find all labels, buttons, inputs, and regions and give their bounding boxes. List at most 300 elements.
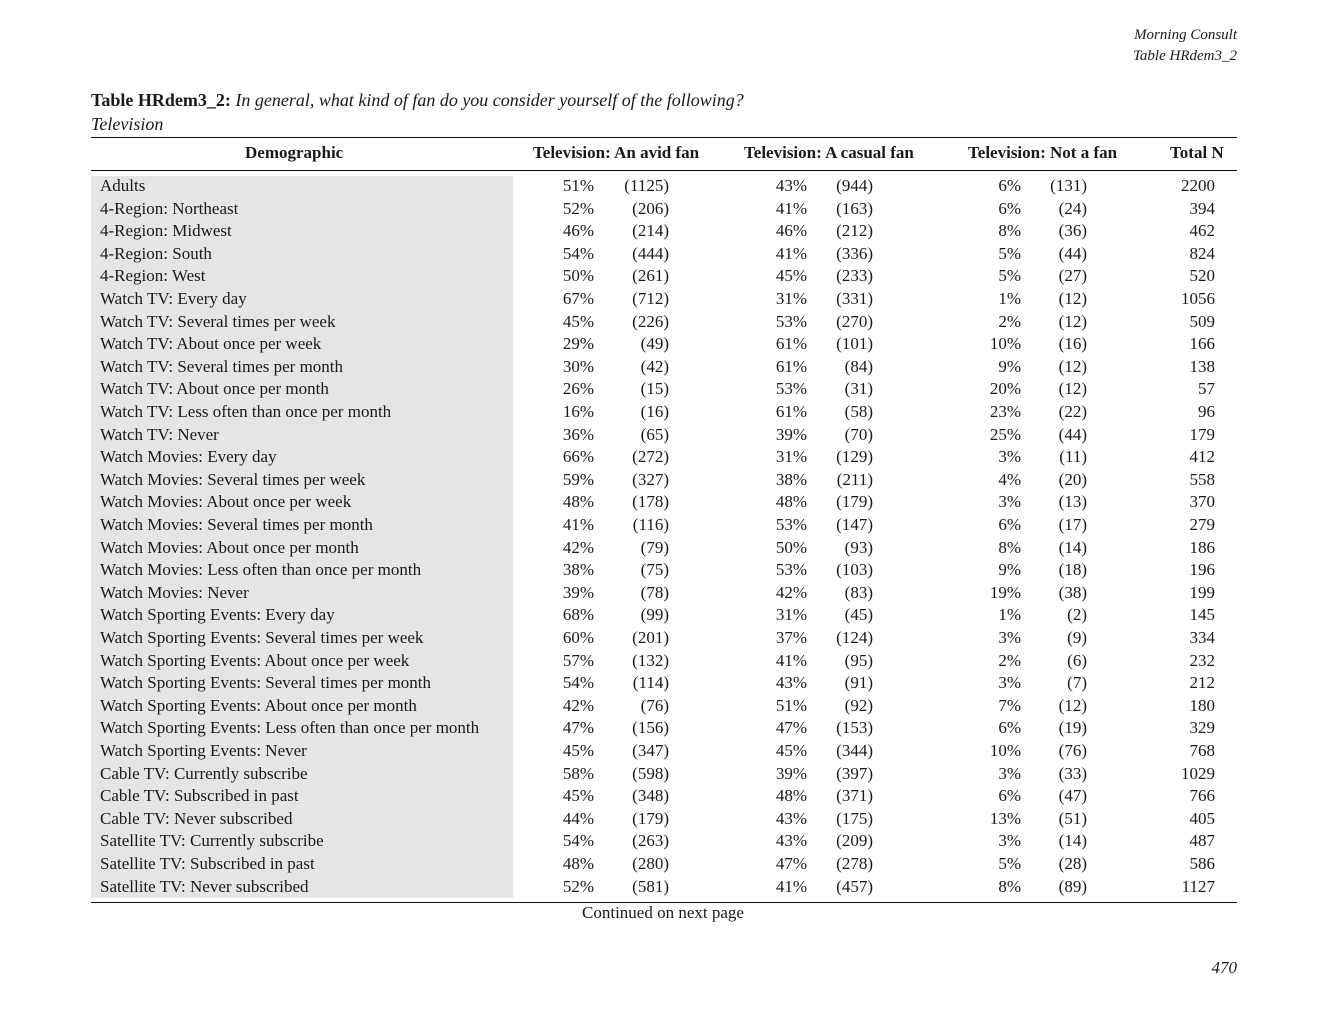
cell-casual-n: (124): [836, 628, 873, 647]
cell-avid-n: (99): [640, 605, 669, 625]
running-header: [1133, 25, 1237, 67]
cell-avid-pct: 46%: [562, 221, 594, 241]
cell-avid-pct: 66%: [562, 447, 594, 467]
cell-casual-pct: 31%: [775, 605, 807, 625]
cell-casual-n: (103): [836, 560, 873, 580]
cell-casual-pct: 53%: [775, 379, 807, 399]
cell-avid-pct: 41%: [562, 515, 594, 534]
cell-demographic: Watch Sporting Events: Less often than once per month: [100, 718, 480, 738]
continued-note: Continued on next page: [582, 903, 744, 922]
cell-casual-pct: 47%: [775, 718, 807, 738]
table-row: [91, 446, 1237, 469]
cell-notfan-pct: 3%: [998, 447, 1021, 467]
table-row: [91, 378, 1237, 401]
cell-casual-n: (944): [836, 176, 873, 195]
cell-casual-n: (70): [844, 424, 873, 444]
cell-notfan-n: (24): [1058, 198, 1087, 218]
cell-avid-pct: 45%: [562, 741, 594, 760]
cell-notfan-n: (14): [1058, 537, 1087, 557]
col-header-not-fan: Television: Not a fan: [968, 143, 1118, 162]
cell-demographic: 4-Region: Midwest: [100, 221, 232, 241]
cell-demographic: Watch TV: About once per week: [100, 334, 322, 354]
cell-casual-pct: 41%: [775, 650, 807, 670]
cell-casual-n: (45): [844, 605, 873, 625]
cell-avid-n: (116): [632, 515, 669, 534]
table-row: [91, 537, 1237, 560]
cell-total-n: 186: [1189, 537, 1215, 557]
table-row: [91, 175, 1237, 198]
cell-notfan-pct: 6%: [998, 176, 1021, 195]
cell-notfan-n: (47): [1058, 786, 1087, 806]
cell-casual-n: (175): [836, 808, 873, 828]
cell-notfan-pct: 5%: [998, 243, 1021, 263]
cell-notfan-n: (38): [1058, 582, 1087, 602]
cell-demographic: Watch Sporting Events: Every day: [100, 605, 335, 625]
cell-notfan-n: (9): [1067, 628, 1087, 647]
cell-avid-n: (280): [632, 854, 669, 873]
cell-casual-n: (83): [844, 582, 873, 602]
cell-casual-pct: 39%: [775, 763, 807, 783]
cell-avid-n: (65): [640, 424, 669, 444]
cell-avid-pct: 48%: [562, 492, 594, 512]
cell-casual-n: (457): [836, 876, 873, 896]
cell-notfan-pct: 8%: [998, 876, 1021, 896]
cell-casual-n: (371): [836, 786, 873, 806]
table-row: [91, 650, 1237, 673]
cell-total-n: 824: [1189, 243, 1215, 263]
cell-casual-n: (93): [844, 537, 873, 557]
table-title: [91, 88, 744, 136]
cell-notfan-n: (18): [1058, 560, 1087, 580]
cell-avid-n: (16): [640, 402, 669, 421]
cell-total-n: 199: [1189, 582, 1215, 602]
cell-casual-pct: 38%: [775, 469, 807, 489]
cell-total-n: 138: [1189, 356, 1215, 376]
cell-casual-pct: 41%: [775, 243, 807, 263]
cell-total-n: 1029: [1181, 763, 1215, 783]
cell-notfan-n: (17): [1058, 515, 1087, 534]
cell-avid-n: (79): [640, 537, 669, 557]
cell-notfan-n: (14): [1058, 831, 1087, 851]
cell-casual-n: (179): [836, 492, 873, 512]
cell-demographic: Watch Movies: About once per week: [100, 492, 352, 512]
table-top-rule: [91, 137, 1237, 138]
cell-avid-n: (272): [632, 447, 669, 467]
cell-notfan-pct: 2%: [998, 650, 1021, 670]
cell-casual-n: (336): [836, 243, 873, 263]
table-row: [91, 853, 1237, 876]
cell-demographic: Watch Sporting Events: Several times per week: [100, 628, 424, 647]
cell-avid-pct: 50%: [562, 266, 594, 286]
cell-notfan-n: (27): [1058, 266, 1087, 286]
cell-casual-pct: 61%: [775, 334, 807, 354]
cell-casual-n: (129): [836, 447, 873, 467]
cell-casual-pct: 45%: [775, 266, 807, 286]
cell-demographic: Watch Sporting Events: About once per month: [100, 695, 417, 715]
cell-casual-pct: 48%: [775, 786, 807, 806]
cell-demographic: Watch TV: Several times per week: [100, 311, 336, 331]
cell-notfan-n: (7): [1067, 673, 1087, 693]
cell-total-n: 394: [1189, 198, 1215, 218]
table-row: [91, 830, 1237, 853]
table-row: [91, 740, 1237, 763]
cell-notfan-n: (2): [1067, 605, 1087, 625]
page-number: 470: [1211, 958, 1237, 977]
cell-demographic: Watch Movies: Several times per month: [100, 515, 373, 534]
col-header-total: Total N: [1170, 143, 1224, 162]
cell-avid-n: (226): [632, 311, 669, 331]
cell-casual-n: (101): [836, 334, 873, 354]
cell-casual-n: (211): [836, 469, 873, 489]
cell-total-n: 166: [1189, 334, 1215, 354]
table-row: [91, 333, 1237, 356]
cell-total-n: 145: [1189, 605, 1215, 625]
cell-casual-pct: 41%: [775, 876, 807, 896]
cell-demographic: Cable TV: Subscribed in past: [100, 786, 299, 806]
cell-total-n: 766: [1189, 786, 1215, 806]
cell-total-n: 487: [1189, 831, 1215, 851]
cell-total-n: 329: [1189, 718, 1215, 738]
cell-notfan-n: (28): [1058, 854, 1087, 873]
cell-demographic: Cable TV: Currently subscribe: [100, 763, 308, 783]
cell-avid-n: (179): [632, 808, 669, 828]
table-row: [91, 288, 1237, 311]
cell-avid-pct: 54%: [562, 673, 594, 693]
cell-casual-n: (344): [836, 741, 873, 760]
cell-demographic: Watch Movies: Several times per week: [100, 469, 366, 489]
cell-avid-pct: 38%: [562, 560, 594, 580]
cell-casual-pct: 47%: [775, 854, 807, 873]
cell-notfan-pct: 6%: [998, 718, 1021, 738]
cell-total-n: 558: [1189, 469, 1215, 489]
cell-notfan-pct: 23%: [989, 402, 1021, 421]
cell-demographic: Watch TV: Never: [100, 424, 219, 444]
cell-total-n: 196: [1189, 560, 1215, 580]
cell-avid-n: (114): [632, 673, 669, 693]
table-row: [91, 469, 1237, 492]
cell-avid-n: (581): [632, 876, 669, 896]
cell-notfan-n: (51): [1058, 808, 1087, 828]
cell-avid-pct: 45%: [562, 786, 594, 806]
table-row: [91, 265, 1237, 288]
cell-casual-n: (278): [836, 854, 873, 873]
cell-notfan-pct: 20%: [989, 379, 1021, 399]
cell-avid-n: (598): [632, 763, 669, 783]
table-row: [91, 763, 1237, 786]
cell-avid-n: (1125): [624, 176, 669, 195]
cell-avid-n: (712): [632, 289, 669, 308]
cell-avid-pct: 60%: [562, 628, 594, 647]
cell-notfan-pct: 4%: [998, 469, 1021, 489]
cell-avid-n: (263): [632, 831, 669, 851]
cell-total-n: 1127: [1181, 876, 1215, 896]
cell-casual-pct: 45%: [775, 741, 807, 760]
cell-avid-pct: 51%: [562, 176, 594, 195]
cell-total-n: 405: [1189, 808, 1215, 828]
cell-casual-pct: 61%: [775, 402, 807, 421]
table-row: [91, 424, 1237, 447]
cell-total-n: 279: [1189, 515, 1215, 534]
cell-notfan-pct: 3%: [998, 628, 1021, 647]
table-row: [91, 401, 1237, 424]
cell-total-n: 232: [1189, 650, 1215, 670]
cell-avid-pct: 58%: [562, 763, 594, 783]
cell-notfan-pct: 25%: [989, 424, 1021, 444]
cell-avid-pct: 67%: [562, 289, 594, 308]
cell-total-n: 768: [1189, 741, 1215, 760]
cell-avid-pct: 39%: [562, 582, 594, 602]
cell-notfan-n: (13): [1058, 492, 1087, 512]
cell-demographic: Cable TV: Never subscribed: [100, 808, 293, 828]
cell-casual-pct: 53%: [775, 515, 807, 534]
cell-total-n: 509: [1189, 311, 1215, 331]
cell-avid-n: (132): [632, 650, 669, 670]
cell-notfan-pct: 3%: [998, 492, 1021, 512]
cell-notfan-n: (12): [1058, 695, 1087, 715]
cell-notfan-pct: 19%: [989, 582, 1021, 602]
cell-avid-pct: 30%: [562, 356, 594, 376]
cell-notfan-pct: 6%: [998, 515, 1021, 534]
cell-total-n: 1056: [1181, 289, 1215, 308]
cell-notfan-pct: 7%: [998, 695, 1021, 715]
cell-avid-pct: 45%: [562, 311, 594, 331]
cell-notfan-n: (36): [1058, 221, 1087, 241]
cell-casual-n: (212): [836, 221, 873, 241]
cell-demographic: Satellite TV: Never subscribed: [100, 876, 309, 896]
table-row: [91, 785, 1237, 808]
col-header-demographic: Demographic: [245, 143, 344, 162]
cell-demographic: 4-Region: South: [100, 243, 212, 263]
cell-total-n: 2200: [1181, 176, 1215, 195]
cell-casual-n: (92): [844, 695, 873, 715]
cell-notfan-pct: 8%: [998, 537, 1021, 557]
cell-casual-n: (153): [836, 718, 873, 738]
cell-casual-pct: 46%: [775, 221, 807, 241]
cell-notfan-pct: 3%: [998, 673, 1021, 693]
table-row: [91, 356, 1237, 379]
cell-avid-n: (156): [632, 718, 669, 738]
cell-casual-pct: 41%: [775, 198, 807, 218]
cell-demographic: Watch TV: Less often than once per month: [100, 402, 392, 421]
table-subtitle: Television: [91, 114, 164, 134]
table-row: [91, 514, 1237, 537]
cell-avid-pct: 52%: [562, 198, 594, 218]
cell-casual-pct: 61%: [775, 356, 807, 376]
table-row: [91, 717, 1237, 740]
cell-casual-n: (331): [836, 289, 873, 308]
cell-notfan-pct: 9%: [998, 560, 1021, 580]
cell-avid-n: (76): [640, 695, 669, 715]
cell-total-n: 180: [1189, 695, 1215, 715]
cell-total-n: 212: [1189, 673, 1215, 693]
table-row: [91, 491, 1237, 514]
cell-notfan-n: (44): [1058, 243, 1087, 263]
table-label: Table HRdem3_2:: [91, 90, 231, 110]
cell-avid-n: (444): [632, 243, 669, 263]
cell-notfan-n: (76): [1058, 741, 1087, 760]
cell-demographic: Watch Sporting Events: Several times per month: [100, 673, 432, 693]
table-id: Table HRdem3_2: [1132, 48, 1237, 64]
cell-notfan-pct: 10%: [989, 334, 1021, 354]
cell-total-n: 57: [1198, 379, 1215, 399]
cell-avid-pct: 16%: [562, 402, 594, 421]
cell-casual-n: (95): [844, 650, 873, 670]
cell-notfan-pct: 6%: [998, 786, 1021, 806]
cell-notfan-pct: 3%: [998, 763, 1021, 783]
cell-notfan-pct: 1%: [998, 605, 1021, 625]
cell-avid-n: (206): [632, 198, 669, 218]
cell-casual-pct: 31%: [775, 447, 807, 467]
cell-total-n: 586: [1189, 854, 1215, 873]
cell-demographic: Watch TV: Every day: [100, 289, 247, 308]
table-row: [91, 672, 1237, 695]
cell-total-n: 96: [1198, 402, 1215, 421]
cell-notfan-pct: 1%: [998, 289, 1021, 308]
cell-notfan-pct: 5%: [998, 854, 1021, 873]
cell-casual-n: (270): [836, 311, 873, 331]
cell-notfan-n: (6): [1067, 650, 1087, 670]
cell-notfan-n: (12): [1058, 356, 1087, 376]
cell-notfan-pct: 2%: [998, 311, 1021, 331]
cell-demographic: Watch Sporting Events: About once per week: [100, 650, 410, 670]
cell-notfan-n: (131): [1050, 176, 1087, 195]
cell-notfan-pct: 3%: [998, 831, 1021, 851]
table-row: [91, 243, 1237, 266]
cell-notfan-pct: 6%: [998, 198, 1021, 218]
cell-demographic: Watch TV: About once per month: [100, 379, 329, 399]
cell-notfan-n: (12): [1058, 311, 1087, 331]
cell-avid-pct: 54%: [562, 243, 594, 263]
cell-demographic: 4-Region: West: [100, 266, 206, 286]
cell-demographic: Satellite TV: Subscribed in past: [100, 854, 315, 873]
cell-avid-pct: 29%: [562, 334, 594, 354]
table-row: [91, 808, 1237, 831]
cell-total-n: 179: [1189, 424, 1215, 444]
table-row: [91, 695, 1237, 718]
cell-avid-pct: 36%: [562, 424, 594, 444]
cell-casual-n: (58): [844, 402, 873, 421]
cell-avid-pct: 68%: [562, 605, 594, 625]
cell-avid-n: (327): [632, 469, 669, 489]
table-row: [91, 311, 1237, 334]
cell-avid-n: (78): [640, 582, 669, 602]
cell-demographic: Watch Movies: Every day: [100, 447, 277, 467]
cell-avid-pct: 44%: [562, 808, 594, 828]
table-row: [91, 582, 1237, 605]
cell-avid-pct: 42%: [562, 537, 594, 557]
cell-casual-n: (31): [844, 379, 873, 399]
cell-casual-pct: 53%: [775, 311, 807, 331]
cell-casual-pct: 37%: [775, 628, 807, 647]
cell-avid-pct: 47%: [562, 718, 594, 738]
cell-avid-n: (75): [640, 560, 669, 580]
cell-avid-n: (214): [632, 221, 669, 241]
cell-avid-pct: 42%: [562, 695, 594, 715]
table-row: [91, 559, 1237, 582]
table-row: [91, 876, 1237, 899]
cell-notfan-n: (89): [1058, 876, 1087, 896]
cell-casual-pct: 43%: [775, 176, 807, 195]
cell-avid-pct: 52%: [562, 876, 594, 896]
cell-demographic: Adults: [100, 176, 146, 195]
cell-demographic: Watch Movies: Never: [100, 582, 249, 602]
cell-casual-pct: 53%: [775, 560, 807, 580]
cell-demographic: Watch Sporting Events: Never: [100, 741, 307, 760]
cell-notfan-n: (20): [1058, 469, 1087, 489]
cell-notfan-pct: 9%: [998, 356, 1021, 376]
table-question: In general, what kind of fan do you consider yourself of the following?: [235, 90, 744, 110]
cell-demographic: 4-Region: Northeast: [100, 198, 239, 218]
cell-avid-n: (42): [640, 356, 669, 376]
cell-demographic: Satellite TV: Currently subscribe: [100, 831, 324, 851]
table-row: [91, 627, 1237, 650]
cell-casual-pct: 48%: [775, 492, 807, 512]
cell-avid-n: (348): [632, 786, 669, 806]
cell-demographic: Watch Movies: Less often than once per month: [100, 560, 422, 580]
cell-demographic: Watch TV: Several times per month: [100, 356, 344, 376]
cell-avid-pct: 54%: [562, 831, 594, 851]
cell-avid-pct: 48%: [562, 854, 594, 873]
cell-casual-pct: 43%: [775, 808, 807, 828]
cell-notfan-n: (12): [1058, 289, 1087, 308]
cell-total-n: 462: [1189, 221, 1215, 241]
cell-notfan-n: (33): [1058, 763, 1087, 783]
cell-total-n: 370: [1189, 492, 1215, 512]
cell-demographic: Watch Movies: About once per month: [100, 537, 359, 557]
cell-casual-n: (209): [836, 831, 873, 851]
cell-avid-n: (261): [632, 266, 669, 286]
cell-casual-pct: 43%: [775, 673, 807, 693]
cell-notfan-n: (19): [1058, 718, 1087, 738]
cell-casual-pct: 31%: [775, 289, 807, 308]
cell-total-n: 412: [1189, 447, 1215, 467]
cell-casual-n: (84): [844, 356, 873, 376]
cell-total-n: 334: [1189, 628, 1215, 647]
cell-casual-n: (91): [844, 673, 873, 693]
cell-avid-n: (347): [632, 741, 669, 760]
cell-avid-pct: 57%: [562, 650, 594, 670]
cell-notfan-n: (44): [1058, 424, 1087, 444]
cell-avid-n: (178): [632, 492, 669, 512]
cell-notfan-pct: 5%: [998, 266, 1021, 286]
header-rule: [91, 170, 1237, 171]
org-name: Morning Consult: [1134, 27, 1237, 43]
cell-avid-pct: 59%: [562, 469, 594, 489]
cell-total-n: 520: [1189, 266, 1215, 286]
cell-casual-pct: 39%: [775, 424, 807, 444]
cell-avid-pct: 26%: [562, 379, 594, 399]
table-row: [91, 604, 1237, 627]
col-header-avid: Television: An avid fan: [533, 143, 700, 162]
cell-casual-n: (147): [836, 515, 873, 534]
cell-notfan-pct: 13%: [989, 808, 1021, 828]
table-row: [91, 220, 1237, 243]
cell-notfan-n: (12): [1058, 379, 1087, 399]
cell-casual-n: (397): [836, 763, 873, 783]
table-row: [91, 198, 1237, 221]
cell-casual-pct: 42%: [775, 582, 807, 602]
cell-casual-n: (163): [836, 198, 873, 218]
cell-avid-n: (201): [632, 628, 669, 647]
cell-notfan-n: (11): [1059, 447, 1087, 467]
cell-avid-n: (15): [640, 379, 669, 399]
col-header-casual: Television: A casual fan: [744, 143, 914, 162]
cell-casual-n: (233): [836, 266, 873, 286]
cell-notfan-pct: 10%: [989, 741, 1021, 760]
cell-casual-pct: 50%: [775, 537, 807, 557]
cell-notfan-n: (16): [1058, 334, 1087, 354]
cell-notfan-pct: 8%: [998, 221, 1021, 241]
